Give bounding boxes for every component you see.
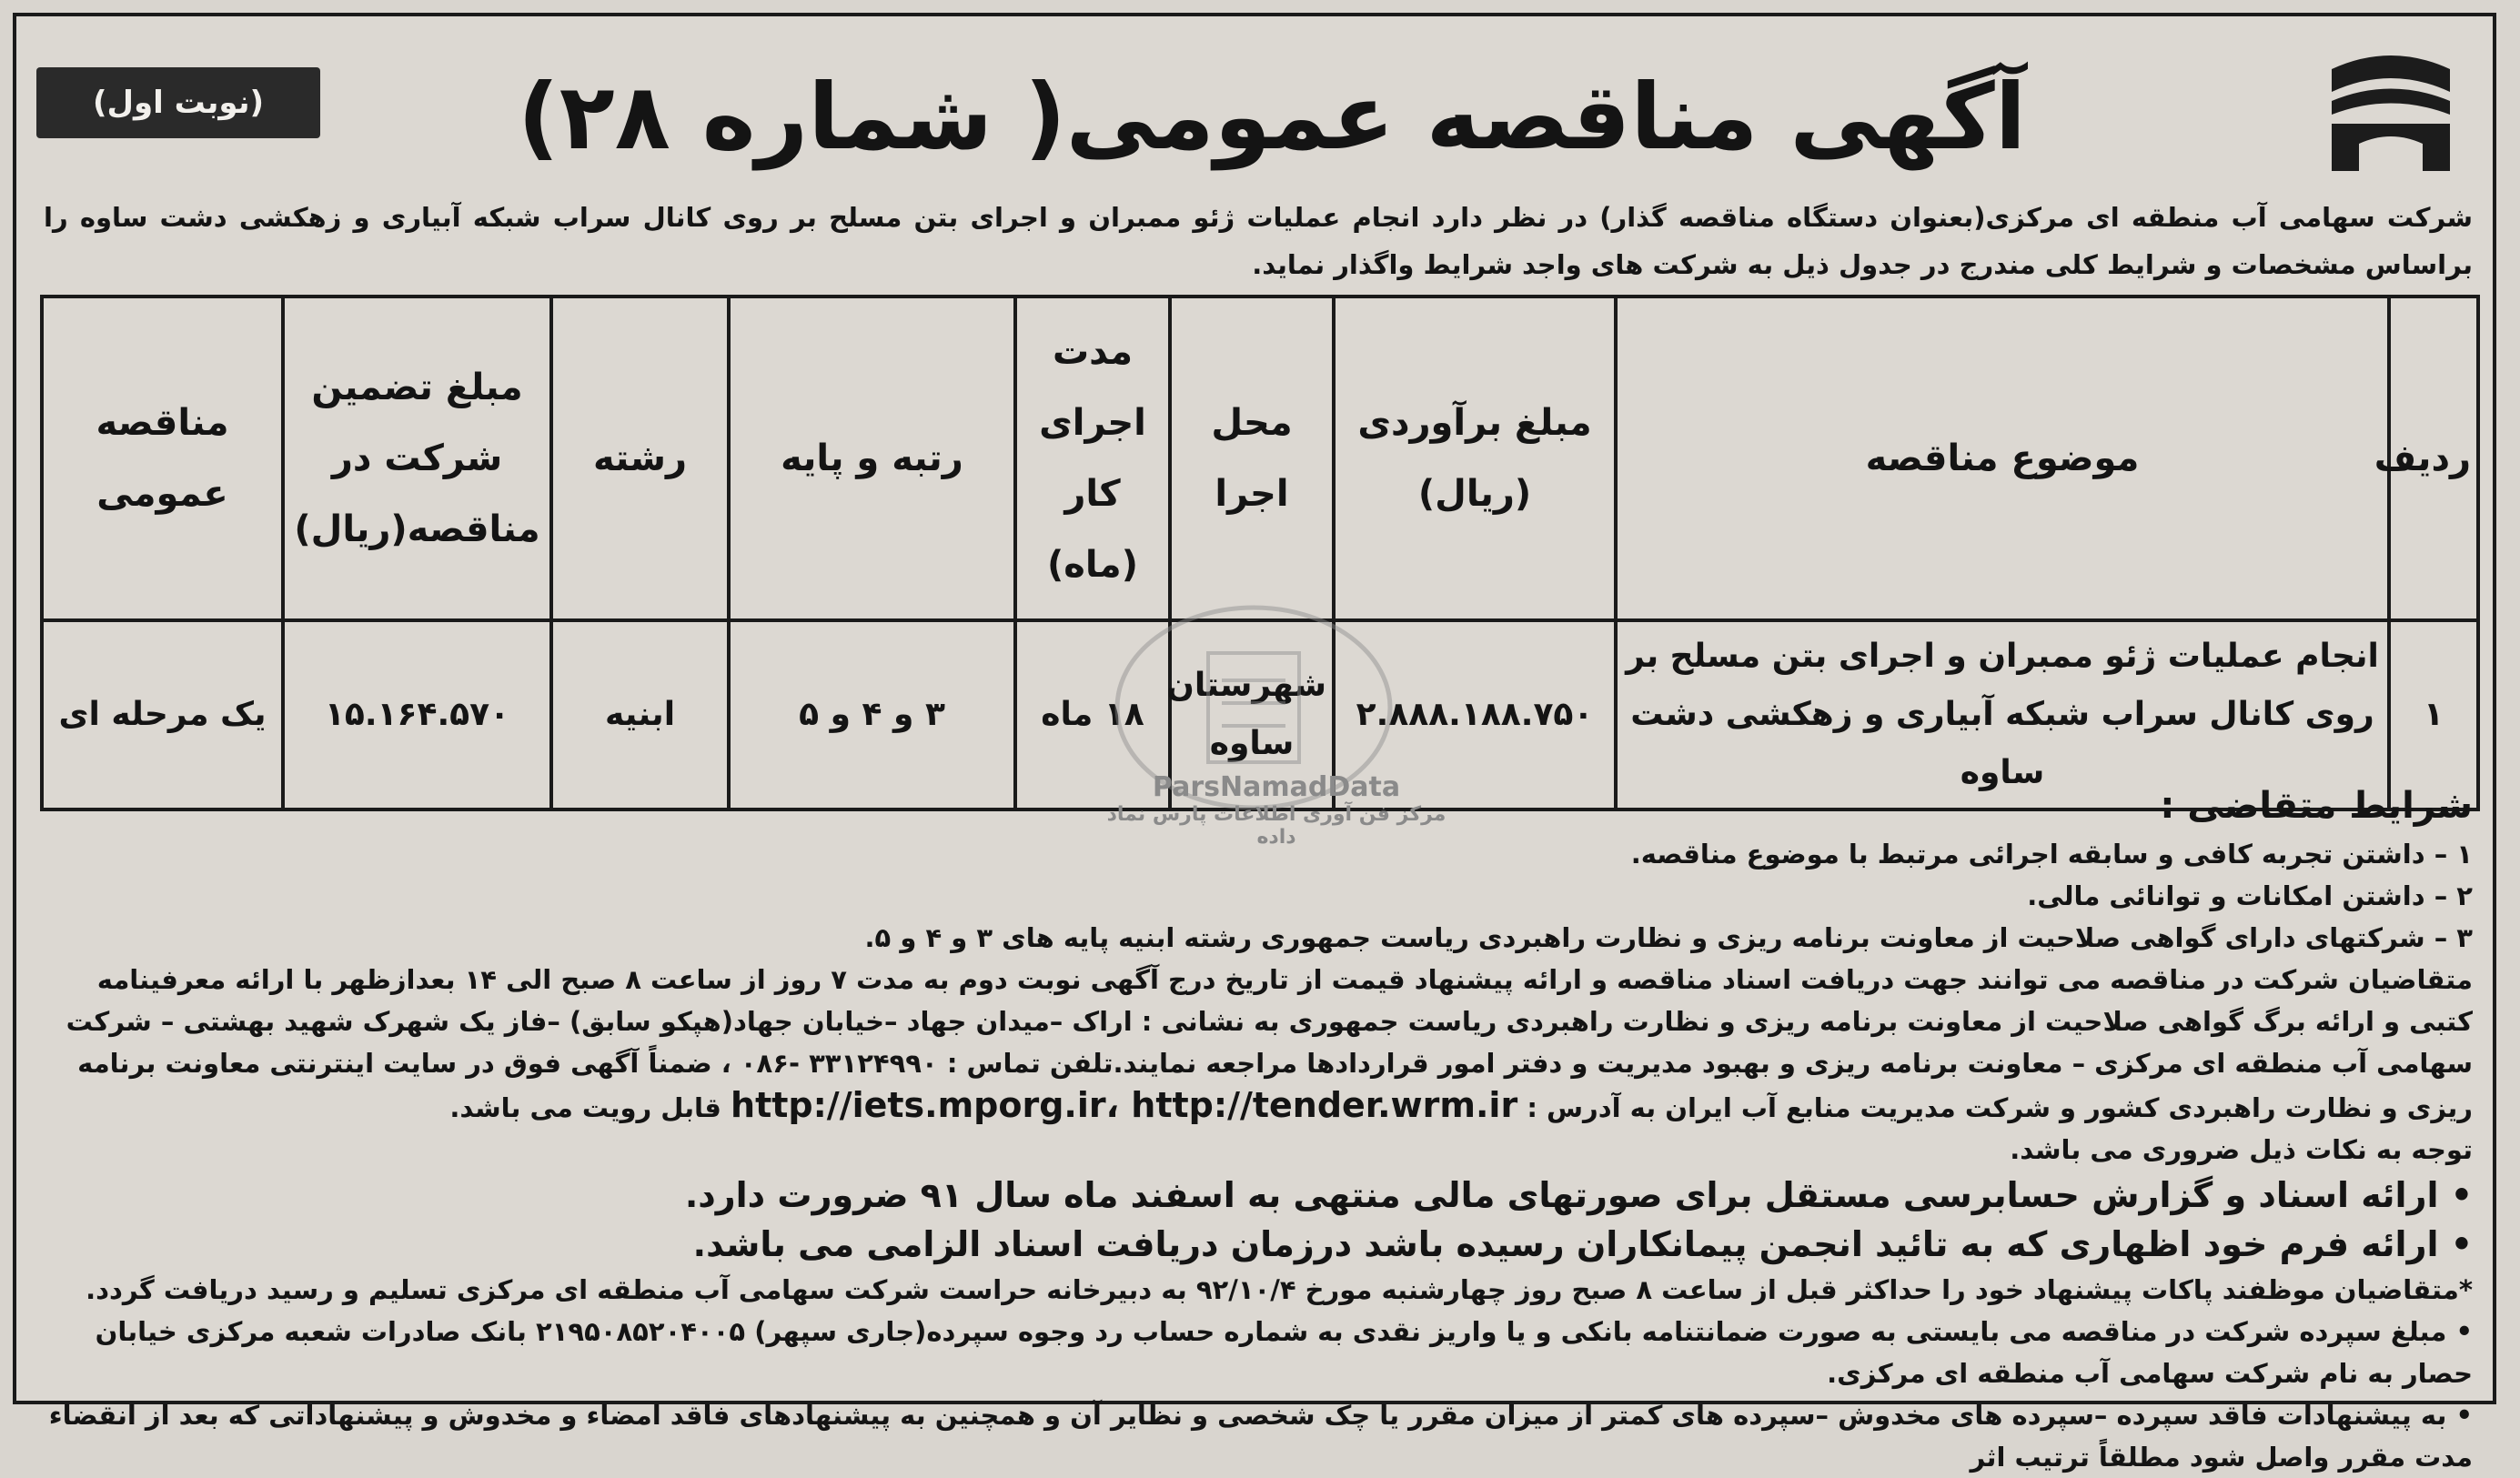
- cell-type: یک مرحله ای: [42, 620, 283, 809]
- cell-grade: ۳ و ۴ و ۵: [729, 620, 1015, 809]
- note-item: • مبلغ سپرده شرکت در مناقصه می بایستی به صورت ضمانتنامه بانکی و یا واریز نقدی به شماره حساب رد وجوه سپرده(جاری سپهر) ۲۱۹۵۰۸۵۲۰۴۰۰۵ بانک صادرات شعبه مرکزی خیابان حصار به نام شرکت سهامی آب منطقه ای مرکزی.: [95, 1316, 2473, 1389]
- header-grade: رتبه و پایه: [729, 297, 1015, 620]
- header-field: رشته: [551, 297, 729, 620]
- cell-field: ابنیه: [551, 620, 729, 809]
- instructions-paragraph: [44, 959, 2473, 1129]
- note-item: *متقاضیان موظفند پاکات پیشنهاد خود را حداکثر قبل از ساعت ۸ صبح روز چهارشنبه مورخ ۹۲/۱۰/۴ به دبیرخانه حراست شرکت سهامی آب منطقه ای مرکزی تسلیم و رسید دریافت گردد.: [86, 1274, 2473, 1305]
- intro-paragraph: شرکت سهامی آب منطقه ای مرکزی(بعنوان دستگاه مناقصه گذار) در نظر دارد انجام عملیات ژئو ممبران و اجرای بتن مسلح بر روی کانال سراب شبکه آبیاری و زهکشی دشت ساوه را براساس مشخصات و شرایط کلی مندرج در جدول ذیل به شرکت های واجد شرایط واگذار نماید.: [44, 202, 2473, 280]
- condition-item: ۳ – شرکتهای دارای گواهی صلاحیت از معاونت برنامه ریزی و نظارت راهبردی ریاست جمهوری رشته ابنیه پایه های ۳ و ۴ و ۵.: [864, 922, 2473, 953]
- instructions-text: متقاضیان شرکت در مناقصه می توانند جهت دریافت اسناد مناقصه و ارائه پیشنهاد قیمت از تاریخ درج آگهی نوبت دوم به مدت ۷ روز از ساعت ۸ صبح الی ۱۴ بعدازظهر با ارائه معرفینامه کتبی و ارائه برگ گواهی صلاحیت از معاونت برنامه ریزی و نظارت راهبردی ریاست جمهوری به نشانی : اراک –میدان جهاد –خیابان جهاد(هپکو سابق) –فاز یک شهرک شهید بهشتی – شرکت سهامی آب منطقه ای مرکزی – معاونت برنامه ریزی و بهبود مدیریت و دفتر امور قراردادها مراجعه نمایند.تلفن تماس : ۳۳۱۲۴۹۹۰ -۰۸۶ ، ضمناً آگهی فوق در سایت اینترنتی معاونت برنامه ریزی و نظارت راهبردی کشور و شرکت مدیریت منابع آب ایران به آدرس :: [66, 964, 2473, 1123]
- header-estimate: مبلغ برآوردی (ریال): [1334, 297, 1616, 620]
- header-location: محل اجرا: [1170, 297, 1334, 620]
- cell-location: شهرستان ساوه: [1170, 620, 1334, 809]
- notes-intro: توجه به نکات ذیل ضروری می باشد.: [2010, 1134, 2473, 1165]
- cell-row-number: ۱: [2389, 620, 2478, 809]
- header-type: مناقصه عمومی: [42, 297, 283, 620]
- bold-note: • ارائه اسناد و گزارش حسابرسی مستقل برای صورتهای مالی منتهی به اسفند ماه سال ۹۱ ضرورت دارد.: [684, 1175, 2473, 1215]
- watermark-name: ParsNamadData: [1152, 771, 1401, 803]
- conditions-heading: شرایط متقاضی :: [2160, 785, 2473, 827]
- instructions-end: قابل رویت می باشد.: [449, 1092, 721, 1123]
- cell-subject: انجام عملیات ژئو ممبران و اجرای بتن مسلح بر روی کانال سراب شبکه آبیاری و زهکشی دشت ساوه: [1616, 620, 2389, 809]
- first-round-badge: (نوبت اول): [36, 67, 320, 138]
- cell-estimate: ۲.۸۸۸.۱۸۸.۷۵۰: [1334, 620, 1616, 809]
- table-header-row: [42, 297, 2478, 620]
- page-title: آگهی مناقصه عمومی( شماره ۲۸): [518, 64, 2026, 170]
- water-company-logo-icon: [2323, 42, 2459, 178]
- advertisement-page: [13, 13, 2496, 1473]
- header-guarantee: مبلغ تضمین شرکت در مناقصه(ریال): [283, 297, 551, 620]
- header-row-number: ردیف: [2389, 297, 2478, 620]
- condition-item: ۱ – داشتن تجربه کافی و سابقه اجرائی مرتبط با موضوع مناقصه.: [1630, 839, 2473, 870]
- bold-note: • ارائه فرم خود اظهاری که به تائید انجمن پیمانکاران رسیده باشد درزمان دریافت اسناد الزامی می باشد.: [692, 1224, 2473, 1264]
- conditions-section: [44, 779, 2473, 1478]
- header-duration: مدت اجرای کار (ماه): [1015, 297, 1170, 620]
- cell-duration: ۱۸ ماه: [1015, 620, 1170, 809]
- watermark-sub: مرکز فن آوری اطلاعات پارس نماد داده: [1106, 803, 1446, 849]
- header-subject: موضوع مناقصه: [1616, 297, 2389, 620]
- note-item: • به پیشنهادات فاقد سپرده –سپرده های مخدوش –سپرده های کمتر از میزان مقرر یا چک شخصی و نظایر آن و همچنین به پیشنهادهای فاقد امضاء و مخدوش و پیشنهاداتی که بعد از انقضاء مدت مقرر واصل شود مطلقاً ترتیب اثر: [48, 1400, 2473, 1473]
- website-urls: http://iets.mporg.ir، http://tender.wrm.ir: [731, 1085, 1518, 1125]
- cell-guarantee: ۱۵.۱۶۴.۵۷۰: [283, 620, 551, 809]
- condition-item: ۲ – داشتن امکانات و توانائی مالی.: [2027, 880, 2473, 911]
